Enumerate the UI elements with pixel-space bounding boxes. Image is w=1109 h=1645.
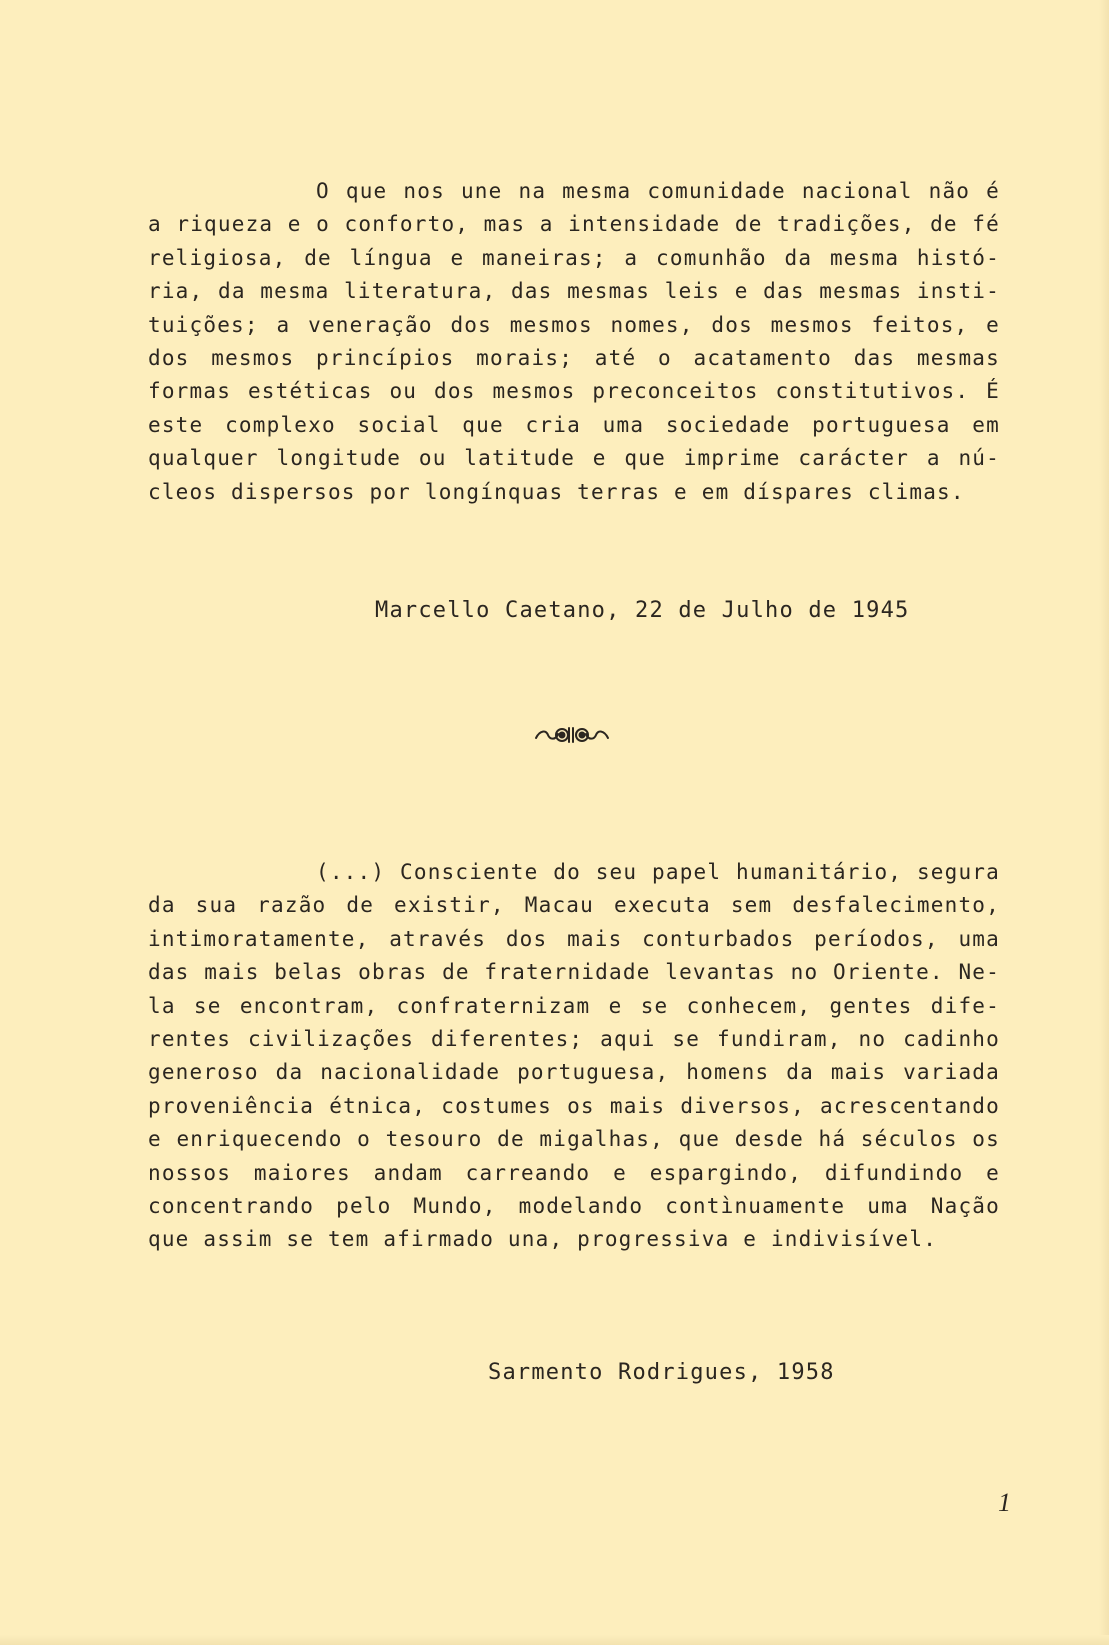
quote-line: dos mesmos princípios morais; até o acatamento das mesmas: [148, 345, 1000, 370]
quote-line: cleos dispersos por longínquas terras e em díspares climas.: [148, 479, 965, 504]
page-edge-right: [1099, 0, 1109, 1645]
attribution-rodrigues: Sarmento Rodrigues, 1958: [488, 1360, 835, 1385]
page-edge-bottom: [0, 1635, 1109, 1645]
quote-line: das mais belas obras de fraternidade levantas no Oriente. Ne-: [148, 960, 1000, 985]
quote-line: este complexo social que cria uma sociedade portuguesa em: [148, 412, 1000, 437]
quote-line: que assim se tem afirmado una, progressiva e indivisível.: [148, 1227, 938, 1252]
quote-line: O que nos une na mesma comunidade nacional não é: [316, 179, 1000, 203]
quote-line: tuições; a veneração dos mesmos nomes, dos mesmos feitos, e: [148, 312, 1000, 337]
page-number: 1: [998, 1488, 1011, 1517]
quote-line: concentrando pelo Mundo, modelando contìnuamente uma Nação: [148, 1193, 1000, 1218]
quote-line: la se encontram, confraternizam e se conhecem, gentes dife-: [148, 993, 1000, 1018]
ornament-divider-icon: [532, 720, 612, 750]
quote-line: (...) Consciente do seu papel humanitário, segura: [316, 860, 1000, 884]
quote-line: proveniência étnica, costumes os mais diversos, acrescentando: [148, 1093, 1000, 1118]
quote-line: da sua razão de existir, Macau executa sem desfalecimento,: [148, 893, 1000, 918]
quote-line: e enriquecendo o tesouro de migalhas, que desde há séculos os: [148, 1127, 1000, 1152]
quote-line: religiosa, de língua e maneiras; a comunhão da mesma histó-: [148, 245, 1000, 270]
quote-line: formas estéticas ou dos mesmos preconceitos constitutivos. É: [148, 379, 1000, 404]
quote-caetano: [148, 175, 1000, 509]
quote-line: intimoratamente, através dos mais conturbados períodos, uma: [148, 926, 1000, 951]
quote-line: generoso da nacionalidade portuguesa, homens da mais variada: [148, 1060, 1000, 1085]
attribution-caetano: Marcello Caetano, 22 de Julho de 1945: [375, 598, 910, 623]
quote-rodrigues: [148, 856, 1000, 1257]
quote-line: a riqueza e o conforto, mas a intensidade de tradições, de fé: [148, 212, 1000, 237]
quote-line: ria, da mesma literatura, das mesmas leis e das mesmas insti-: [148, 279, 1000, 304]
quote-line: rentes civilizações diferentes; aqui se fundiram, no cadinho: [148, 1026, 1000, 1051]
quote-line: qualquer longitude ou latitude e que imprime carácter a nú-: [148, 446, 1000, 471]
quote-line: nossos maiores andam carreando e espargindo, difundindo e: [148, 1160, 1000, 1185]
